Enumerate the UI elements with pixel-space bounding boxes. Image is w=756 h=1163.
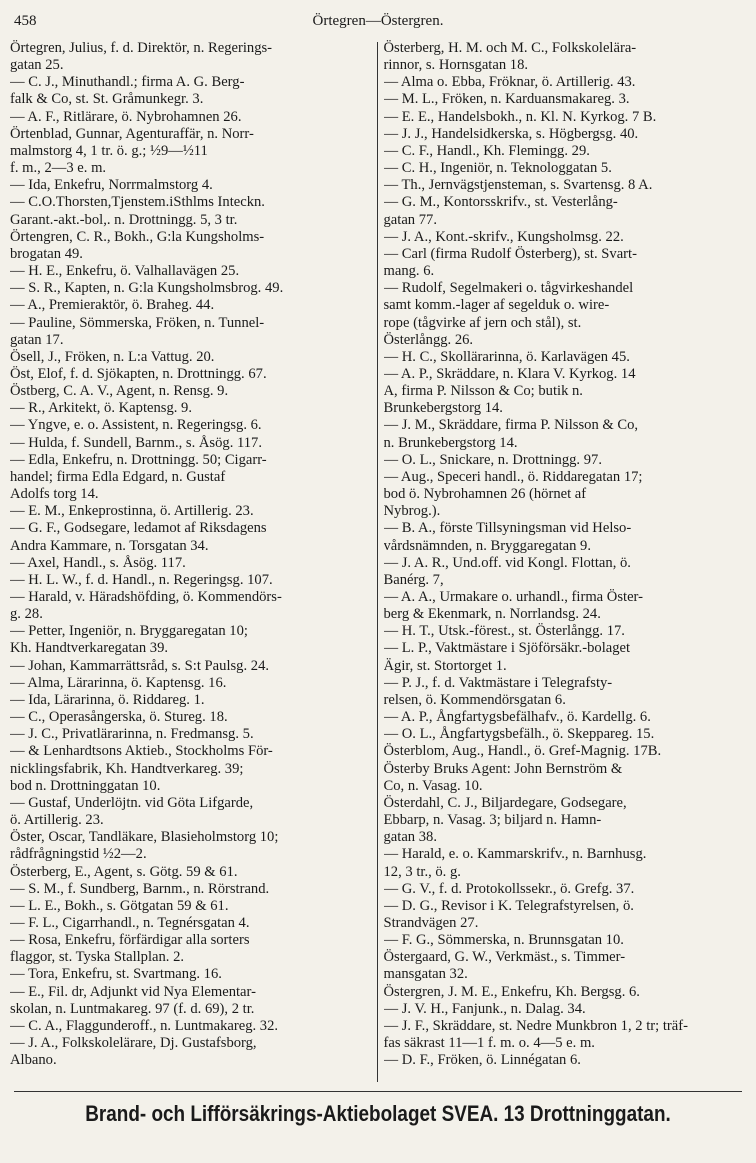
columns <box>10 40 744 1090</box>
directory-line: Öster, Oscar, Tandläkare, Blasieholmstorg 10; <box>10 829 279 846</box>
directory-line: — O. L., Ångfartygsbefälh., ö. Skeppareg. 15. <box>383 726 655 743</box>
directory-line: gatan 25. <box>10 57 64 74</box>
directory-line: — E. E., Handelsbokh., n. Kl. N. Kyrkog. 7 B. <box>383 108 657 125</box>
directory-line: — J. C., Privatlärarinna, n. Fredmansg. 5. <box>10 726 254 743</box>
directory-line: — J. A., Folkskolelärare, Dj. Gustafsborg, <box>10 1035 257 1052</box>
directory-line: Kh. Handtverkaregatan 39. <box>10 640 169 657</box>
directory-line: Östergren, J. M. E., Enkefru, Kh. Bergsg. 6. <box>383 983 640 1000</box>
directory-line: — A. P., Ångfartygsbefälhafv., ö. Kardellg. 6. <box>383 709 651 726</box>
directory-line: skolan, n. Luntmakareg. 97 (f. d. 69), 2 tr. <box>10 1000 255 1017</box>
directory-line: samt komm.-lager af segelduk o. wire- <box>383 297 610 314</box>
directory-line: — A. F., Ritlärare, ö. Nybrohamnen 26. <box>10 108 242 125</box>
directory-line: Örtegren, Julius, f. d. Direktör, n. Regerings- <box>10 40 273 56</box>
left-column <box>10 40 377 1090</box>
directory-line: rope (tågvirke af jern och stål), st. <box>383 314 582 331</box>
directory-line: Albano. <box>10 1052 57 1069</box>
directory-line: gatan 38. <box>383 829 437 846</box>
directory-line: rinnor, s. Hornsgatan 18. <box>383 57 529 74</box>
directory-line: Nybrog.). <box>383 503 441 520</box>
directory-line: — Ida, Lärarinna, ö. Riddareg. 1. <box>10 691 205 708</box>
directory-line: nicklingsfabrik, Kh. Handtverkareg. 39; <box>10 760 244 777</box>
directory-line: — Axel, Handl., s. Åsög. 117. <box>10 554 186 571</box>
directory-line: Banérg. 7, <box>383 571 444 588</box>
directory-line: — C., Operasångerska, ö. Stureg. 18. <box>10 709 228 726</box>
directory-line: mansgatan 32. <box>383 966 468 983</box>
directory-line: — J. F., Skräddare, st. Nedre Munkbron 1, 2 tr; träf- <box>383 1017 688 1034</box>
directory-line: f. m., 2—3 e. m. <box>10 160 107 177</box>
directory-line: — H. L. W., f. d. Handl., n. Regeringsg. 107. <box>10 571 273 588</box>
directory-line: — Harald, v. Häradshöfding, ö. Kommendörs- <box>10 589 282 605</box>
directory-line: — Rosa, Enkefru, förfärdigar alla sorters <box>10 932 250 949</box>
directory-line: — C. A., Flaggunderoff., n. Luntmakareg. 32. <box>10 1017 279 1034</box>
directory-line: bod ö. Nybrohamnen 26 (hörnet af <box>383 486 587 503</box>
directory-line: 12, 3 tr., ö. g. <box>383 863 461 880</box>
directory-line: — C.O.Thorsten,Tjenstem.iSthlms Inteckn. <box>10 194 265 211</box>
directory-line: — Edla, Enkefru, n. Drottningg. 50; Cigarr- <box>10 451 267 468</box>
directory-line: Österlångg. 26. <box>383 331 474 348</box>
directory-line: gatan 77. <box>383 211 437 228</box>
directory-line: Garant.-akt.-bol,. n. Drottningg. 5, 3 tr. <box>10 211 238 228</box>
directory-line: — J. A. R., Und.off. vid Kongl. Flottan, ö. <box>383 554 631 571</box>
directory-line: — A. A., Urmakare o. urhandl., firma Öster- <box>383 589 643 605</box>
directory-line: — C. H., Ingeniör, n. Teknologgatan 5. <box>383 160 612 177</box>
footer-advertisement: Brand- och Lifförsäkrings-Aktiebolaget SVEA. 13 Drottninggatan. <box>85 1101 671 1126</box>
directory-line: Österdahl, C. J., Biljardegare, Godsegare, <box>383 794 627 811</box>
directory-line: — & Lenhardtsons Aktieb., Stockholms För- <box>10 743 273 760</box>
directory-line: Co, n. Vasag. 10. <box>383 777 483 794</box>
directory-line: Örtengren, C. R., Bokh., G:la Kungsholms- <box>10 228 265 245</box>
directory-line: — P. J., f. d. Vaktmästare i Telegrafsty- <box>383 674 613 691</box>
directory-line: — Gustaf, Underlöjtn. vid Göta Lifgarde, <box>10 794 254 811</box>
page-header <box>14 8 742 34</box>
directory-line: brogatan 49. <box>10 245 83 262</box>
directory-line: — G. V., f. d. Protokollssekr., ö. Grefg. 37. <box>383 880 635 897</box>
directory-line: — Alma, Lärarinna, ö. Kaptensg. 16. <box>10 674 227 691</box>
directory-line: — E. M., Enkeprostinna, ö. Artillerig. 23. <box>10 503 254 520</box>
directory-line: Ebbarp, n. Vasag. 3; biljard n. Hamn- <box>383 812 602 829</box>
directory-line: — F. G., Sömmerska, n. Brunnsgatan 10. <box>383 932 624 949</box>
directory-line: — B. A., förste Tillsyningsman vid Helso- <box>383 520 632 537</box>
directory-line: Östergaard, G. W., Verkmäst., s. Timmer- <box>383 949 626 966</box>
directory-line: — R., Arkitekt, ö. Kaptensg. 9. <box>10 400 193 417</box>
running-head: Örtegren—Östergren. <box>312 13 444 29</box>
directory-line: bod n. Drottninggatan 10. <box>10 777 161 794</box>
directory-line: Ägir, st. Stortorget 1. <box>383 657 507 674</box>
directory-line: flaggor, st. Tyska Stallplan. 2. <box>10 949 185 966</box>
directory-line: — L. P., Vaktmästare i Sjöförsäkr.-bolaget <box>383 640 631 657</box>
directory-line: — Johan, Kammarrättsråd, s. S:t Paulsg. 24. <box>10 657 270 674</box>
directory-line: — Aug., Speceri handl., ö. Riddaregatan 17; <box>383 468 643 485</box>
directory-line: — Ida, Enkefru, Norrmalmstorg 4. <box>10 177 213 194</box>
directory-line: Österberg, E., Agent, s. Götg. 59 & 61. <box>10 863 238 880</box>
directory-line: Östberg, C. A. V., Agent, n. Rensg. 9. <box>10 383 229 400</box>
directory-line: — Alma o. Ebba, Fröknar, ö. Artillerig. 43. <box>383 74 636 91</box>
directory-line: — Rudolf, Segelmakeri o. tågvirkeshandel <box>383 280 634 297</box>
directory-line: — J. V. H., Fanjunk., n. Dalag. 34. <box>383 1000 586 1017</box>
directory-line: — S. M., f. Sundberg, Barnm., n. Rörstrand. <box>10 880 270 897</box>
directory-line: Öst, Elof, f. d. Sjökapten, n. Drottningg. 67. <box>10 365 267 382</box>
directory-line: — G. F., Godsegare, ledamot af Riksdagens <box>10 520 267 537</box>
directory-line: Brunkebergstorg 14. <box>383 400 503 417</box>
directory-line: — F. L., Cigarrhandl., n. Tegnérsgatan 4. <box>10 914 250 931</box>
directory-line: — J. M., Skräddare, firma P. Nilsson & Co, <box>383 417 639 434</box>
directory-line: vårdsnämnden, n. Bryggaregatan 9. <box>383 537 591 554</box>
directory-line: Österby Bruks Agent: John Bernström & <box>383 760 623 777</box>
right-column <box>378 40 745 1090</box>
directory-line: relsen, ö. Kommendörsgatan 6. <box>383 691 566 708</box>
directory-line: malmstorg 4, 1 tr. ö. g.; ½9—½11 <box>10 142 208 159</box>
directory-line: — Tora, Enkefru, st. Svartmang. 16. <box>10 966 222 983</box>
directory-line: — Th., Jernvägstjensteman, s. Svartensg. 8 A. <box>383 177 653 194</box>
directory-line: — D. F., Fröken, ö. Linnégatan 6. <box>383 1052 581 1069</box>
directory-line: — H. E., Enkefru, ö. Valhallavägen 25. <box>10 263 240 280</box>
directory-line: A, firma P. Nilsson & Co; butik n. <box>383 383 583 400</box>
directory-line: — J. A., Kont.-skrifv., Kungsholmsg. 22. <box>383 228 624 245</box>
directory-line: Strandvägen 27. <box>383 914 479 931</box>
directory-line: — H. T., Utsk.-förest., st. Österlångg. 17. <box>383 623 625 640</box>
directory-line: — Harald, e. o. Kammarskrifv., n. Barnhusg. <box>383 846 647 863</box>
directory-line: Andra Kammare, n. Torsgatan 34. <box>10 537 209 554</box>
directory-line: rådfrågningstid ½2—2. <box>10 846 147 863</box>
directory-line: berg & Ekenmark, n. Norrlandsg. 24. <box>383 606 601 623</box>
directory-line: — S. R., Kapten, n. G:la Kungsholmsbrog. 49. <box>10 280 284 297</box>
directory-line: gatan 17. <box>10 331 64 348</box>
directory-line: — E., Fil. dr, Adjunkt vid Nya Elementar- <box>10 983 256 1000</box>
footer-rule <box>14 1091 742 1092</box>
directory-line: Ösell, J., Fröken, n. L:a Vattug. 20. <box>10 348 215 365</box>
directory-line: — O. L., Snickare, n. Drottningg. 97. <box>383 451 602 468</box>
directory-line: falk & Co, st. St. Gråmunkegr. 3. <box>10 91 204 108</box>
directory-line: — Carl (firma Rudolf Österberg), st. Svart- <box>383 245 637 262</box>
directory-line: — Petter, Ingeniör, n. Bryggaregatan 10; <box>10 623 248 640</box>
directory-line: — L. E., Bokh., s. Götgatan 59 & 61. <box>10 897 229 914</box>
directory-line: Adolfs torg 14. <box>10 486 99 503</box>
directory-line: Österberg, H. M. och M. C., Folkskolelära- <box>383 40 637 56</box>
directory-line: — Hulda, f. Sundell, Barnm., s. Åsög. 117. <box>10 434 262 451</box>
directory-line: Örtenblad, Gunnar, Agenturaffär, n. Norr- <box>10 125 254 142</box>
directory-line: — M. L., Fröken, n. Karduansmakareg. 3. <box>383 91 630 108</box>
directory-line: — A., Premieraktör, ö. Braheg. 44. <box>10 297 215 314</box>
page-number: 458 <box>14 13 37 29</box>
directory-line: g. 28. <box>10 606 43 623</box>
directory-line: — J. J., Handelsidkerska, s. Högbergsg. 40. <box>383 125 639 142</box>
directory-line: — Pauline, Sömmerska, Fröken, n. Tunnel- <box>10 314 265 331</box>
directory-line: — C. J., Minuthandl.; firma A. G. Berg- <box>10 74 245 91</box>
directory-line: — A. P., Skräddare, n. Klara V. Kyrkog. 14 <box>383 365 636 382</box>
directory-line: — Yngve, e. o. Assistent, n. Regeringsg. 6. <box>10 417 262 434</box>
directory-line: mang. 6. <box>383 263 435 280</box>
directory-line: ö. Artillerig. 23. <box>10 812 104 829</box>
directory-line: — H. C., Skollärarinna, ö. Karlavägen 45. <box>383 348 630 365</box>
directory-line: — D. G., Revisor i K. Telegrafstyrelsen, ö. <box>383 897 634 914</box>
directory-line: — C. F., Handl., Kh. Flemingg. 29. <box>383 142 590 159</box>
directory-line: fas säkrast 11—1 f. m. o. 4—5 e. m. <box>383 1035 595 1052</box>
directory-line: Österblom, Aug., Handl., ö. Gref-Magnig. 17B. <box>383 743 662 760</box>
directory-line: — G. M., Kontorsskrifv., st. Vesterlång- <box>383 194 618 211</box>
directory-line: handel; firma Edla Edgard, n. Gustaf <box>10 468 226 485</box>
directory-line: n. Brunkebergstorg 14. <box>383 434 518 451</box>
